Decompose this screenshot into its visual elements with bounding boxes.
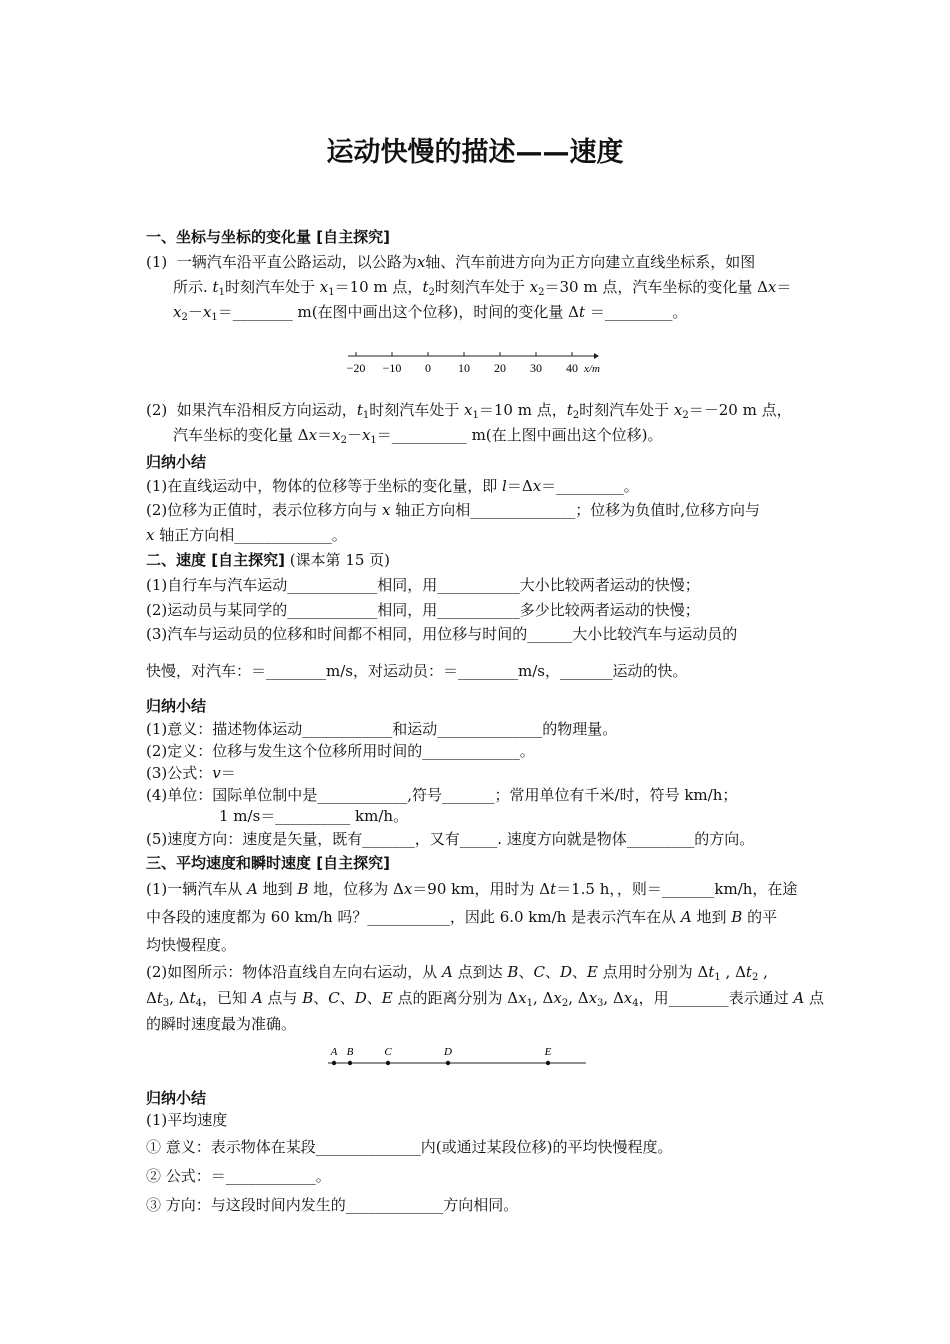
point-e-label: E <box>544 1046 552 1058</box>
axis-tick-label: 10 <box>458 361 470 375</box>
section-3-heading: 三、平均速度和瞬时速度 [自主探究] <box>146 854 390 872</box>
avg-velocity-formula: ② 公式：＝____________。 <box>146 1167 331 1185</box>
summary-2-unit: (4)单位：国际单位制中是____________,符号_______；常用单位有千米/时，符号 km/h； <box>146 786 738 804</box>
summary-2-meaning: (1)意义：描述物体运动____________和运动______________的物理量。 <box>146 720 618 738</box>
point-b-label: B <box>346 1046 354 1058</box>
summary-2-unit-conversion: 1 m/s＝__________ km/h。 <box>219 807 409 825</box>
point-c-dot <box>386 1061 390 1065</box>
avg-velocity-meaning: ① 意义：表示物体在某段______________内(或通过某段位移)的平均快慢程度。 <box>146 1138 673 1156</box>
sec2-line-2: (2)运动员与某同学的____________相同，用___________多少比较两者运动的快慢； <box>146 601 700 619</box>
point-d-dot <box>446 1061 450 1065</box>
q1-line-3: $x_2-x_1=\_\_\_\_\_\_\_\_$ m(在图中画出这个位移)，时间的变化量 Δt ＝_________。 <box>173 303 688 323</box>
sec2-line-1: (1)自行车与汽车运动____________相同，用___________大小比较两者运动的快慢； <box>146 576 700 594</box>
section-2-heading: 二、速度 [自主探究] (课本第 15 页) <box>146 551 391 569</box>
summary-2-direction: (5)速度方向：速度是矢量，既有_______，又有_____. 速度方向就是物体_________的方向。 <box>146 830 755 848</box>
points-line-figure <box>320 1042 590 1072</box>
avg-velocity-direction: ③ 方向：与这段时间内发生的_____________方向相同。 <box>146 1196 519 1214</box>
point-e-dot <box>546 1061 550 1065</box>
section-1-heading: 一、坐标与坐标的变化量 [自主探究] <box>146 228 390 246</box>
sec3-p2-line-2: $\Delta t_3$, $\Delta t_4$，已知 A 点与 B、C、D、E 点的距离分别为 $\Delta x_1$, $\Delta x_2$, $\Delta x_3$, $\Delta x_4$，用________表示通过 A 点 <box>146 989 825 1009</box>
summary-heading-1: 归纳小结 <box>146 453 207 471</box>
summary-2-formula: (3)公式：v＝ <box>146 764 236 782</box>
sec3-p1-line-2: 中各段的速度都为 60 km/h 吗？___________，因此 6.0 km/h 是表示汽车在从 A 地到 B 的平 <box>146 908 778 926</box>
sec3-p1-line-3: 均快慢程度。 <box>146 936 237 954</box>
point-a-dot <box>332 1061 336 1065</box>
summary-2-definition: (2)定义：位移与发生这个位移所用时间的_____________。 <box>146 742 535 760</box>
summary-1-line-3: x 轴正方向相_____________。 <box>146 526 347 544</box>
q2-line-1: (2) 如果汽车沿相反方向运动，$t_1$时刻汽车处于 $x_1=10$ m 点，$t_2$时刻汽车处于 $x_2=-20$ m 点， <box>146 401 792 421</box>
q2-line-2: 汽车坐标的变化量 $\Delta x=x_2-x_1=\_\_\_\_\_\_\_\_\_\_$ m(在上图中画出这个位移)。 <box>173 426 663 446</box>
avg-velocity-heading: (1)平均速度 <box>146 1111 228 1129</box>
number-axis-figure <box>340 347 610 379</box>
axis-tick-label: 30 <box>530 361 542 375</box>
sec3-p2-line-1: (2)如图所示：物体沿直线自左向右运动，从 A 点到达 B、C、D、E 点用时分别为 $\Delta t_1$ , $\Delta t_2$ , <box>146 963 768 983</box>
sec3-p1-line-1: (1)一辆汽车从 A 地到 B 地，位移为 Δx＝90 km，用时为 Δt＝1.5 h，，则＝_______km/h，在途 <box>146 880 798 898</box>
summary-heading-2: 归纳小结 <box>146 697 207 715</box>
point-a-label: A <box>330 1046 338 1058</box>
axis-arrow <box>594 353 599 359</box>
sec3-p2-line-3: 的瞬时速度最为准确。 <box>146 1015 297 1033</box>
sec2-line-4: 快慢，对汽车：＝________m/s，对运动员：＝________m/s，_______运动的快。 <box>146 662 688 680</box>
axis-tick-label: 0 <box>425 361 431 375</box>
axis-tick-label: −20 <box>346 361 366 375</box>
axis-tick-label: −10 <box>382 361 402 375</box>
point-b-dot <box>348 1061 352 1065</box>
axis-tick-label: 40 <box>566 361 578 375</box>
page-title: 运动快慢的描述——速度 <box>326 137 624 168</box>
point-c-label: C <box>384 1046 392 1058</box>
summary-1-line-2: (2)位移为正值时，表示位移方向与 x 轴正方向相______________；位移为负值时,位移方向与 <box>146 501 761 519</box>
axis-unit-label: x/m <box>584 363 600 375</box>
point-d-label: D <box>444 1046 452 1058</box>
summary-1-line-1: (1)在直线运动中，物体的位移等于坐标的变化量，即 l＝Δx＝_________。 <box>146 477 639 495</box>
q1-line-2: 所示. $t_1$时刻汽车处于 $x_1=10$ m 点，$t_2$时刻汽车处于 $x_2=30$ m 点，汽车坐标的变化量 Δx＝ <box>173 278 792 298</box>
summary-heading-3: 归纳小结 <box>146 1089 207 1107</box>
axis-tick-label: 20 <box>494 361 506 375</box>
q1-line-1: (1) 一辆汽车沿平直公路运动，以公路为x轴、汽车前进方向为正方向建立直线坐标系，如图 <box>146 253 756 271</box>
sec2-line-3: (3)汽车与运动员的位移和时间都不相同，用位移与时间的______大小比较汽车与运动员的 <box>146 625 738 643</box>
